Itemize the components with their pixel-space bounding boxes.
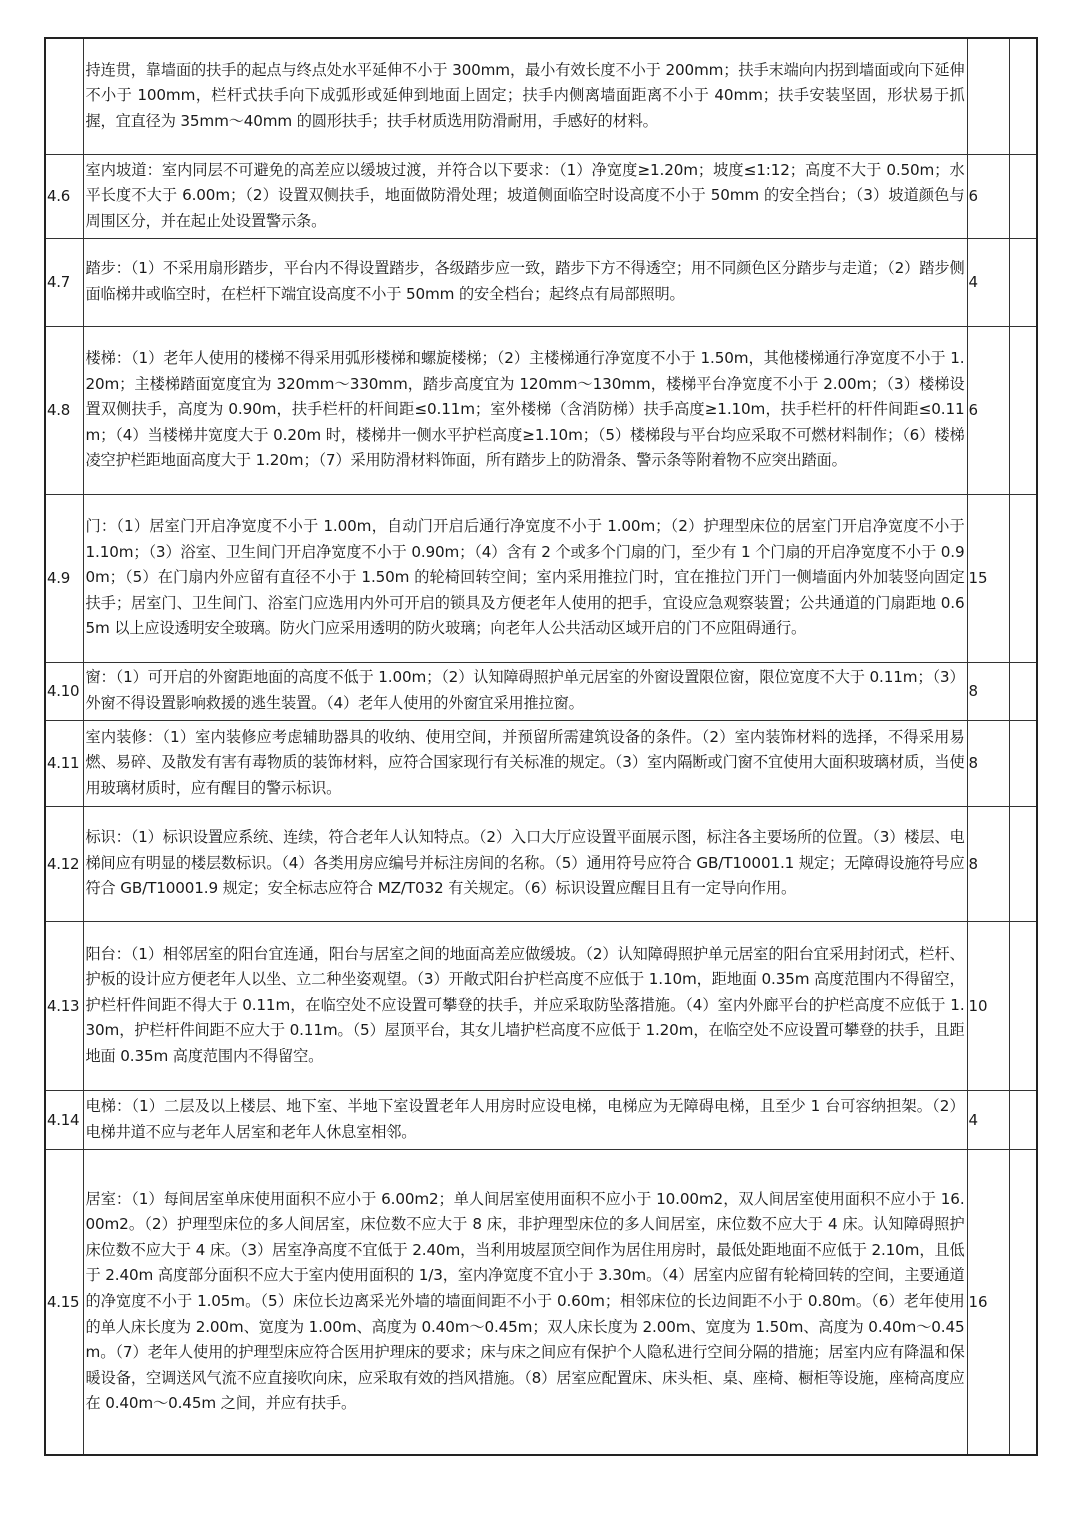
- score-cell: [967, 38, 1009, 154]
- table-row: [45, 720, 1037, 806]
- assessment-cell: [1009, 326, 1037, 494]
- clause-number: [45, 38, 83, 154]
- clause-number: 4.12: [45, 806, 83, 921]
- assessment-cell: [1009, 154, 1037, 238]
- clause-text: 居室：（1）每间居室单床使用面积不应小于 6.00m2；单人间居室使用面积不应小于 10.00m2，双人间居室使用面积不应小于 16.00m2。（2）护理型床位的多人间居室，床位数不应大于 8 床，非护理型床位的多人间居室，床位数不应大于 4 床。认知障碍照护床位数不应大于 4 床。（3）居室净高度不宜低于 2.40m，当利用坡屋顶空间作为居住用房时，最低处距地面不应低于 2.10m，且低于 2.40m 高度部分面积不应大于室内使用面积的 1/3，室内净宽度不宜小于 3.30m。（4）居室内应留有轮椅回转的空间，主要通道的净宽度不小于 1.05m。（5）床位长边离采光外墙的墙面间距不小于 0.60m；相邻床位的长边间距不小于 0.80m。（6）老年使用的单人床长度为 2.00m、宽度为 1.00m、高度为 0.40m～0.45m；双人床长度为 2.00m、宽度为 1.50m、高度为 0.40m～0.45m。（7）老年人使用的护理型床应符合医用护理床的要求；床与床之间应有保护个人隐私进行空间分隔的措施；居室内应有降温和保暖设备，空调送风气流不应直接吹向床，应采取有效的挡风措施。（8）居室应配置床、床头柜、桌、座椅、橱柜等设施，座椅高度应在 0.40m～0.45m 之间，并应有扶手。: [83, 1149, 967, 1455]
- table-row: [45, 1149, 1037, 1455]
- clause-number: 4.13: [45, 921, 83, 1090]
- score-cell: 15: [967, 494, 1009, 662]
- document-page: [44, 37, 1036, 1456]
- clause-text: 门：（1）居室门开启净宽度不小于 1.00m，自动门开启后通行净宽度不小于 1.00m；（2）护理型床位的居室门开启净宽度不小于 1.10m；（3）浴室、卫生间门开启净宽度不小于 0.90m；（4）含有 2 个或多个门扇的门，至少有 1 个门扇的开启净宽度不小于 0.90m；（5）在门扇内外应留有直径不小于 1.50m 的轮椅回转空间；室内采用推拉门时，宜在推拉门开门一侧墙面内外加装竖向固定扶手；居室门、卫生间门、浴室门应选用内外可开启的锁具及方便老年人使用的把手，宜设应急观察装置；公共通道的门扇距地 0.65m 以上应设透明安全玻璃。防火门应采用透明的防火玻璃；向老年人公共活动区域开启的门不应阻碍通行。: [83, 494, 967, 662]
- clause-number: 4.11: [45, 720, 83, 806]
- assessment-cell: [1009, 806, 1037, 921]
- clause-text: 室内装修：（1）室内装修应考虑辅助器具的收纳、使用空间，并预留所需建筑设备的条件。（2）室内装饰材料的选择，不得采用易燃、易碎、及散发有害有毒物质的装饰材料，应符合国家现行有关标准的规定。（3）室内隔断或门窗不宜使用大面积玻璃材质，当使用玻璃材质时，应有醒目的警示标识。: [83, 720, 967, 806]
- score-cell: 6: [967, 154, 1009, 238]
- assessment-cell: [1009, 38, 1037, 154]
- score-cell: 6: [967, 326, 1009, 494]
- assessment-cell: [1009, 662, 1037, 720]
- clause-number: 4.15: [45, 1149, 83, 1455]
- table-row: [45, 662, 1037, 720]
- table-row: [45, 38, 1037, 154]
- clause-text: 楼梯：（1）老年人使用的楼梯不得采用弧形楼梯和螺旋楼梯；（2）主楼梯通行净宽度不小于 1.50m，其他楼梯通行净宽度不小于 1.20m；主楼梯踏面宽度宜为 320mm～330mm，踏步高度宜为 120mm～130mm，楼梯平台净宽度不小于 2.00m；（3）楼梯设置双侧扶手，高度为 0.90m，扶手栏杆的杆间距≤0.11m；室外楼梯（含消防梯）扶手高度≥1.10m，扶手栏杆的杆件间距≤0.11m；（4）当楼梯井宽度大于 0.20m 时，楼梯井一侧水平护栏高度≥1.10m；（5）楼梯段与平台均应采取不可燃材料制作；（6）楼梯凌空护栏距地面高度大于 1.20m；（7）采用防滑材料饰面，所有踏步上的防滑条、警示条等附着物不应突出踏面。: [83, 326, 967, 494]
- table-row: [45, 806, 1037, 921]
- table-row: [45, 1090, 1037, 1149]
- clause-number: 4.8: [45, 326, 83, 494]
- clause-text: 踏步：（1）不采用扇形踏步，平台内不得设置踏步，各级踏步应一致，踏步下方不得透空；用不同颜色区分踏步与走道；（2）踏步侧面临梯井或临空时，在栏杆下端宜设高度不小于 50mm 的安全档台；起终点有局部照明。: [83, 238, 967, 326]
- score-cell: 8: [967, 806, 1009, 921]
- table-row: [45, 238, 1037, 326]
- clause-text: 窗：（1）可开启的外窗距地面的高度不低于 1.00m；（2）认知障碍照护单元居室的外窗设置限位窗，限位宽度不大于 0.11m；（3）外窗不得设置影响救援的逃生装置。（4）老年人使用的外窗宜采用推拉窗。: [83, 662, 967, 720]
- clause-number: 4.14: [45, 1090, 83, 1149]
- score-cell: 8: [967, 720, 1009, 806]
- clause-number: 4.7: [45, 238, 83, 326]
- clause-text: 阳台：（1）相邻居室的阳台宜连通，阳台与居室之间的地面高差应做缓坡。（2）认知障碍照护单元居室的阳台宜采用封闭式，栏杆、护板的设计应方便老年人以坐、立二种坐姿观望。（3）开敞式阳台护栏高度不应低于 1.10m，距地面 0.35m 高度范围内不得留空，护栏杆件间距不得大于 0.11m，在临空处不应设置可攀登的扶手，并应采取防坠落措施。（4）室内外廊平台的护栏高度不应低于 1.30m，护栏杆件间距不应大于 0.11m。（5）屋顶平台，其女儿墙护栏高度不应低于 1.20m，在临空处不应设置可攀登的扶手，且距地面 0.35m 高度范围内不得留空。: [83, 921, 967, 1090]
- assessment-cell: [1009, 238, 1037, 326]
- clause-text: 持连贯，靠墙面的扶手的起点与终点处水平延伸不小于 300mm，最小有效长度不小于 200mm；扶手末端向内拐到墙面或向下延伸不小于 100mm，栏杆式扶手向下成弧形或延伸到地面上固定；扶手内侧离墙面距离不小于 40mm；扶手安装坚固，形状易于抓握，宜直径为 35mm～40mm 的圆形扶手；扶手材质选用防滑耐用，手感好的材料。: [83, 38, 967, 154]
- assessment-cell: [1009, 921, 1037, 1090]
- clause-number: 4.9: [45, 494, 83, 662]
- clause-number: 4.6: [45, 154, 83, 238]
- score-cell: 4: [967, 1090, 1009, 1149]
- score-cell: 8: [967, 662, 1009, 720]
- table-row: [45, 154, 1037, 238]
- clause-number: 4.10: [45, 662, 83, 720]
- table-row: [45, 921, 1037, 1090]
- score-cell: 10: [967, 921, 1009, 1090]
- assessment-cell: [1009, 1149, 1037, 1455]
- standards-table: [44, 37, 1038, 1456]
- clause-text: 标识：（1）标识设置应系统、连续，符合老年人认知特点。（2）入口大厅应设置平面展示图，标注各主要场所的位置。（3）楼层、电梯间应有明显的楼层数标识。（4）各类用房应编号并标注房间的名称。（5）通用符号应符合 GB/T10001.1 规定；无障碍设施符号应符合 GB/T10001.9 规定；安全标志应符合 MZ/T032 有关规定。（6）标识设置应醒目且有一定导向作用。: [83, 806, 967, 921]
- assessment-cell: [1009, 494, 1037, 662]
- assessment-cell: [1009, 1090, 1037, 1149]
- clause-text: 电梯：（1）二层及以上楼层、地下室、半地下室设置老年人用房时应设电梯，电梯应为无障碍电梯，且至少 1 台可容纳担架。（2）电梯井道不应与老年人居室和老年人休息室相邻。: [83, 1090, 967, 1149]
- score-cell: 16: [967, 1149, 1009, 1455]
- score-cell: 4: [967, 238, 1009, 326]
- assessment-cell: [1009, 720, 1037, 806]
- clause-text: 室内坡道：室内同层不可避免的高差应以缓坡过渡，并符合以下要求：（1）净宽度≥1.20m；坡度≤1:12；高度不大于 0.50m；水平长度不大于 6.00m；（2）设置双侧扶手，地面做防滑处理；坡道侧面临空时设高度不小于 50mm 的安全挡台；（3）坡道颜色与周围区分，并在起止处设置警示条。: [83, 154, 967, 238]
- table-row: [45, 494, 1037, 662]
- table-row: [45, 326, 1037, 494]
